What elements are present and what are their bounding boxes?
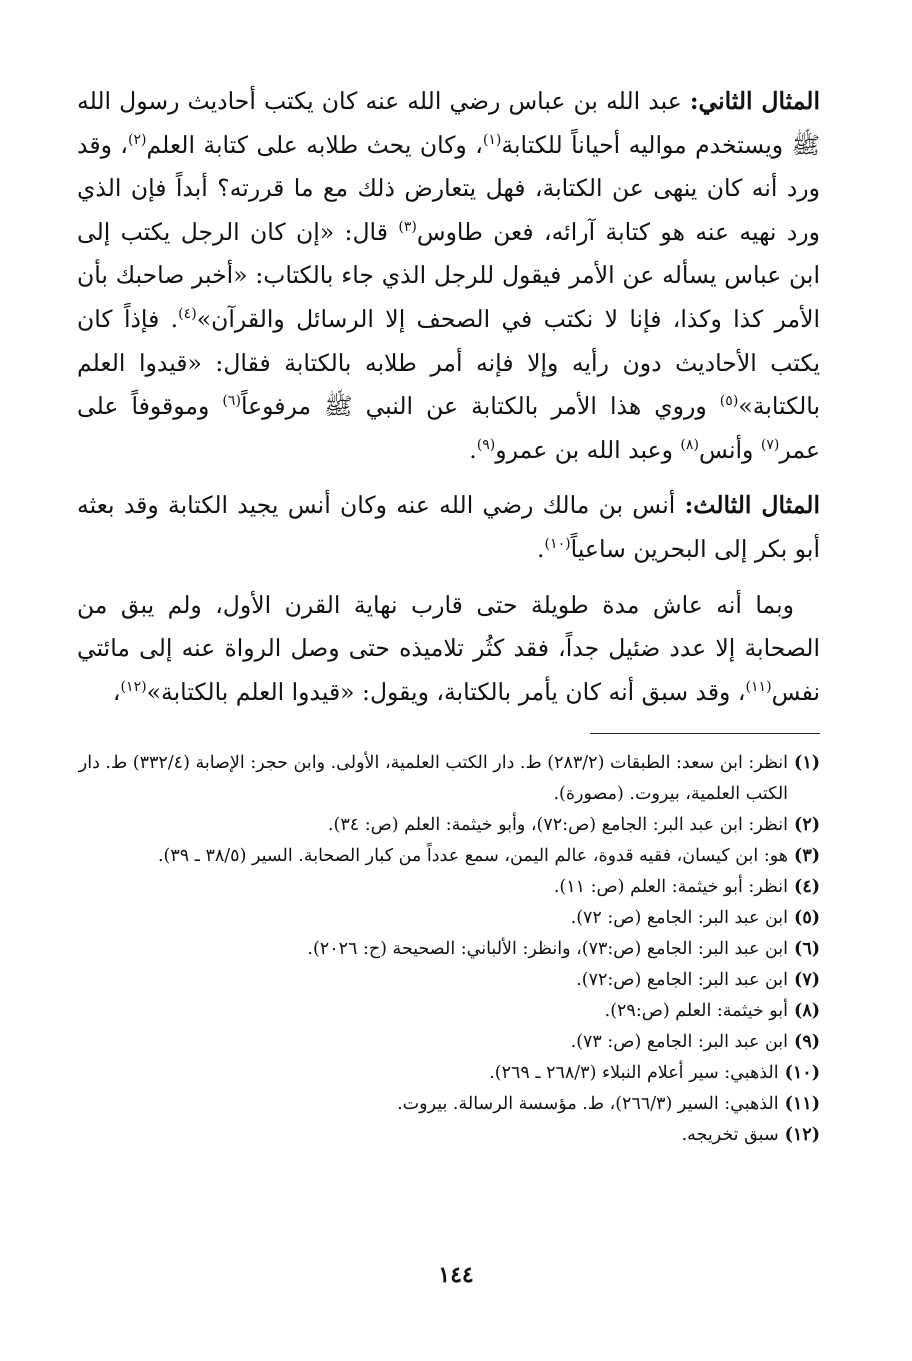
text-run: .: [469, 435, 477, 464]
footnote-number: (١٢): [784, 1125, 820, 1145]
main-text: [77, 80, 820, 726]
footnote-item: [77, 872, 820, 903]
footnote-text: سبق تخريجه.: [681, 1125, 779, 1145]
text-run: عبد الله بن عباس رضي الله عنه كان يكتب أحاديث رسول الله ﷺ ويستخدم مواليه أحياناً للكتابة: [77, 87, 820, 159]
footnote-text: الذهبي: السير (٢٦٦/٣)، ط. مؤسسة الرسالة. بيروت.: [397, 1094, 779, 1114]
footnote-number: (١٠): [784, 1063, 820, 1083]
footnote-number: (٢): [794, 815, 820, 835]
footnote-number: (٧): [794, 970, 820, 990]
footnote-reference[interactable]: (٣): [398, 218, 417, 235]
body-paragraph: [77, 80, 820, 472]
footnote-text: ابن عبد البر: الجامع (ص:٧٣)، وانظر: الألباني: الصحيحة (ح: ٢٠٢٦).: [307, 939, 789, 959]
footnote-text: ابن عبد البر: الجامع (ص: ٧٣).: [570, 1032, 789, 1052]
footnote-item: [77, 965, 820, 996]
footnote-number: (٦): [794, 939, 820, 959]
body-paragraph: [77, 484, 820, 571]
footnote-text: هو: ابن كيسان، فقيه قدوة، عالم اليمن، سمع عدداً من كبار الصحابة. السير (٣٨/٥ ـ ٣٩).: [157, 846, 789, 866]
footnote-reference[interactable]: (١٢): [120, 678, 147, 695]
footnote-text: انظر: ابن سعد: الطبقات (٢٨٣/٢) ط. دار الكتب العلمية، الأولى. وابن حجر: الإصابة (٣٣٢/٤) ط. دار الكتب العلمية، بيروت. (مصورة).: [78, 753, 789, 804]
footnotes: [77, 748, 820, 1151]
footnote-item: [77, 1058, 820, 1089]
text-run: ، وكان يحث طلابه على كتابة العلم: [146, 130, 483, 159]
footnote-item: [77, 748, 820, 810]
footnote-number: (١): [794, 753, 820, 773]
footnote-text: الذهبي: سير أعلام النبلاء (٢٦٨/٣ ـ ٢٦٩).: [489, 1063, 779, 1083]
footnote-reference[interactable]: (٩): [476, 436, 496, 453]
footnote-item: [77, 1120, 820, 1151]
page-number: ١٤٤: [438, 1262, 474, 1288]
footnote-number: (٣): [794, 846, 820, 866]
footnote-item: [77, 903, 820, 934]
footnote-text: انظر: أبو خيثمة: العلم (ص: ١١).: [553, 877, 789, 897]
footnote-number: (١١): [784, 1094, 820, 1114]
footnote-reference[interactable]: (٧): [760, 436, 780, 453]
text-run: ، وقد سبق أنه كان يأمر بالكتابة، ويقول: «قيدوا العلم بالكتابة»: [146, 677, 746, 706]
footnote-number: (٥): [794, 908, 820, 928]
footnote-reference[interactable]: (٤): [178, 306, 197, 323]
text-run: وروي هذا الأمر بالكتابة عن النبي ﷺ مرفوعاً: [240, 392, 720, 421]
footnote-text: انظر: ابن عبد البر: الجامع (ص:٧٢)، وأبو خيثمة: العلم (ص: ٣٤).: [327, 815, 789, 835]
footnote-item: [77, 1027, 820, 1058]
text-run: . فإذاً كان يكتب الأحاديث دون رأيه وإلا فإنه أمر طلابه بالكتابة فقال: «قيدوا العلم بالكتابة»: [77, 304, 820, 421]
footnote-item: [77, 934, 820, 965]
text-run: وأنس: [698, 435, 761, 464]
footnote-text: ابن عبد البر: الجامع (ص:٧٢).: [576, 970, 789, 990]
text-run: ،: [112, 677, 121, 706]
footnote-reference[interactable]: (٨): [680, 436, 699, 453]
text-run: قال: «إن كان الرجل يكتب إلى ابن عباس يسأله عن الأمر فيقول للرجل الذي جاء بالكتاب: «أخبر صاحبك بأن الأمر كذا وكذا، فإنا لا نكتب في الصحف إلا الرسائل والقرآن»: [77, 217, 820, 333]
text-run: وعبد الله بن عمرو: [495, 435, 681, 464]
footnote-reference[interactable]: (٦): [222, 393, 241, 410]
footnote-number: (٩): [794, 1032, 820, 1052]
footnote-reference[interactable]: (١٠): [544, 536, 571, 553]
example-heading: المثال الثالث:: [684, 491, 820, 520]
footnote-item: [77, 996, 820, 1027]
text-run: أنس بن مالك رضي الله عنه وكان أنس يجيد الكتابة وقد بعثه أبو بكر إلى البحرين ساعياً: [77, 491, 820, 563]
footnote-number: (٨): [794, 1001, 820, 1021]
footnote-text: ابن عبد البر: الجامع (ص: ٧٢).: [570, 908, 789, 928]
footnote-item: [77, 810, 820, 841]
footnote-item: [77, 841, 820, 872]
text-run: وموقوفاً على عمر: [77, 392, 820, 464]
footnote-item: [77, 1089, 820, 1120]
text-run: وبما أنه عاش مدة طويلة حتى قارب نهاية القرن الأول، ولم يبق من الصحابة إلا عدد ضئيل جداً، فقد كثُر تلاميذه حتى وصل الرواة عنه إلى مائتي نفس: [77, 590, 820, 706]
text-run: .: [537, 534, 545, 563]
text-run: ، وقد ورد أنه كان ينهى عن الكتابة، فهل يتعارض ذلك مع ما قررته؟ أبداً فإن الذي ورد نهيه عنه هو كتابة آرائه، فعن طاوس: [77, 130, 821, 246]
footnote-number: (٤): [794, 877, 820, 897]
footnote-reference[interactable]: (١): [482, 131, 502, 148]
footnote-reference[interactable]: (٥): [719, 393, 739, 410]
footnote-separator: [590, 733, 820, 734]
footnote-text: أبو خيثمة: العلم (ص:٢٩).: [604, 1001, 789, 1021]
footnote-reference[interactable]: (١١): [745, 678, 772, 695]
footnote-reference[interactable]: (٢): [127, 131, 147, 148]
example-heading: المثال الثاني:: [689, 87, 820, 115]
body-paragraph: [77, 584, 820, 715]
